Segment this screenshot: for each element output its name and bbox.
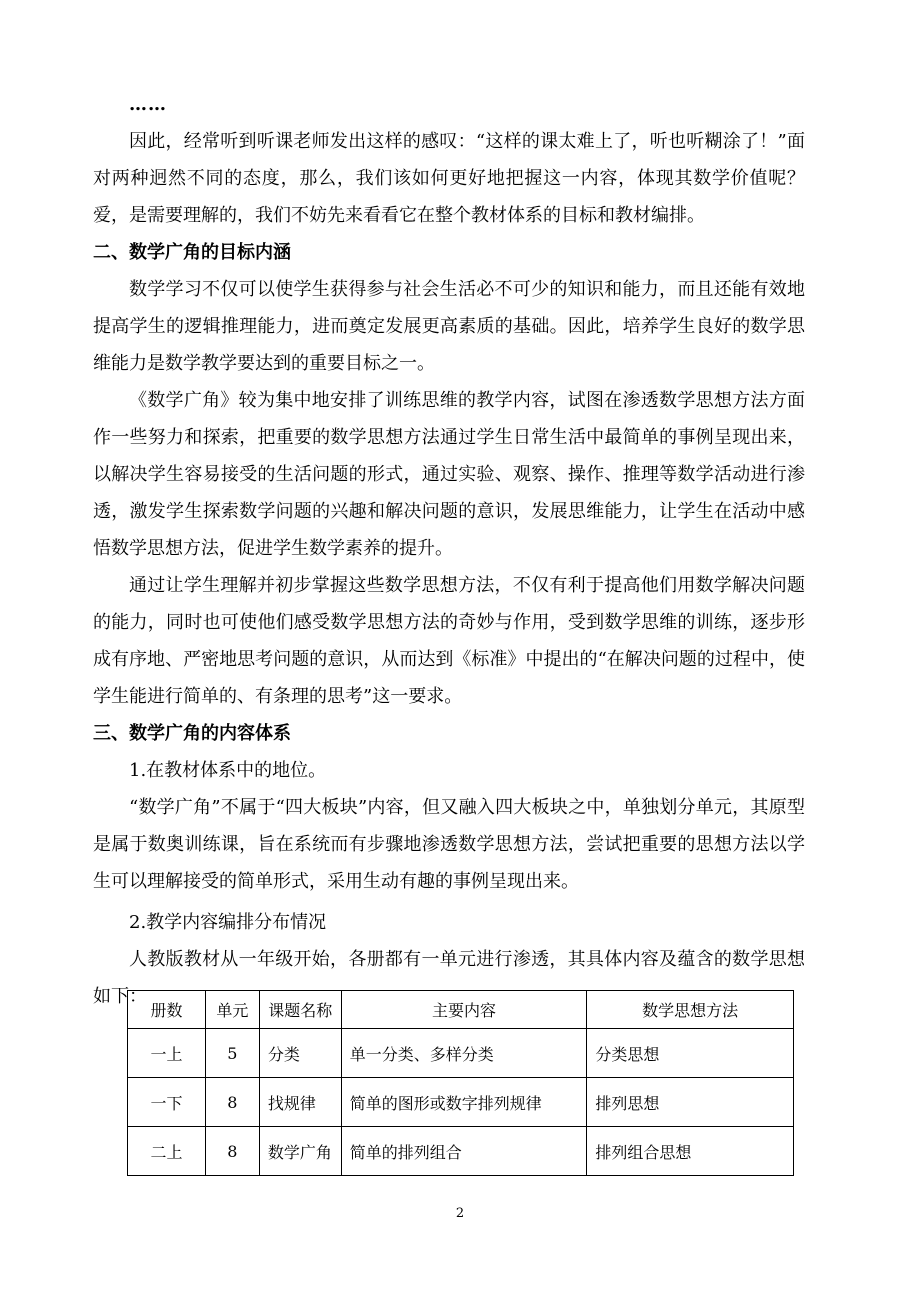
cell-unit: 5	[205, 1029, 259, 1078]
header-volume: 册数	[128, 991, 206, 1029]
distribution-paragraph: 人教版教材从一年级开始，各册都有一单元进行渗透，其具体内容及蕴含的数学思想如下：	[93, 949, 805, 1007]
cell-method: 排列思想	[587, 1078, 794, 1127]
header-main-content: 主要内容	[341, 991, 587, 1029]
cell-main-content: 单一分类、多样分类	[341, 1029, 587, 1078]
cell-volume: 一上	[128, 1029, 206, 1078]
intro-paragraph: 因此，经常听到听课老师发出这样的感叹：“这样的课太难上了，听也听糊涂了！”面对两种迥然不同的态度，那么，我们该如何更好地把握这一内容，体现其数学价值呢？爱，是需要理解的，我们不妨先来看看它在整个教材体系的目标和教材编排。	[93, 131, 805, 226]
goals-paragraph-3: 通过让学生理解并初步掌握这些数学思想方法，不仅有利于提高他们用数学解决问题的能力，同时也可使他们感受数学思想方法的奇妙与作用，受到数学思维的训练，逐步形成有序地、严密地思考问题的意识，从而达到《标准》中提出的“在解决问题的过程中，使学生能进行简单的、有条理的思考”这一要求。	[93, 575, 805, 707]
subheading-distribution: 2.教学内容编排分布情况	[129, 912, 327, 933]
goals-paragraph-2: 《数学广角》较为集中地安排了训练思维的教学内容，试图在渗透数学思想方法方面作一些努力和探索，把重要的数学思想方法通过学生日常生活中最简单的事例呈现出来，以解决学生容易接受的生活问题的形式，通过实验、观察、操作、推理等数学活动进行渗透，激发学生探索数学问题的兴趣和解决问题的意识，发展思维能力，让学生在活动中感悟数学思想方法，促进学生数学素养的提升。	[93, 390, 805, 559]
page-number: 2	[455, 1206, 465, 1221]
header-unit: 单元	[205, 991, 259, 1029]
table-row	[128, 1029, 794, 1078]
table-header-row	[128, 991, 794, 1029]
position-paragraph: “数学广角”不属于“四大板块”内容，但又融入四大板块之中，单独划分单元，其原型是属于数奥训练课，旨在系统而有步骤地渗透数学思想方法，尝试把重要的思想方法以学生可以理解接受的简单形式，采用生动有趣的事例呈现出来。	[93, 797, 805, 892]
header-method: 数学思想方法	[587, 991, 794, 1029]
goals-paragraph-1: 数学学习不仅可以使学生获得参与社会生活必不可少的知识和能力，而且还能有效地提高学生的逻辑推理能力，进而奠定发展更高素质的基础。因此，培养学生良好的数学思维能力是数学教学要达到的重要目标之一。	[93, 279, 805, 374]
document-body	[93, 86, 805, 1015]
cell-unit: 8	[205, 1127, 259, 1176]
cell-topic: 找规律	[259, 1078, 341, 1127]
cell-volume: 一下	[128, 1078, 206, 1127]
table-row	[128, 1078, 794, 1127]
ellipsis: ……	[129, 94, 167, 115]
cell-unit: 8	[205, 1078, 259, 1127]
section-heading-content: 三、数学广角的内容体系	[93, 723, 291, 744]
cell-main-content: 简单的排列组合	[341, 1127, 587, 1176]
content-table	[127, 990, 794, 1176]
subheading-position: 1.在教材体系中的地位。	[129, 760, 327, 781]
cell-topic: 数学广角	[259, 1127, 341, 1176]
cell-topic: 分类	[259, 1029, 341, 1078]
section-heading-goals: 二、数学广角的目标内涵	[93, 242, 291, 263]
cell-main-content: 简单的图形或数字排列规律	[341, 1078, 587, 1127]
header-topic: 课题名称	[259, 991, 341, 1029]
cell-method: 分类思想	[587, 1029, 794, 1078]
table-row	[128, 1127, 794, 1176]
cell-method: 排列组合思想	[587, 1127, 794, 1176]
cell-volume: 二上	[128, 1127, 206, 1176]
